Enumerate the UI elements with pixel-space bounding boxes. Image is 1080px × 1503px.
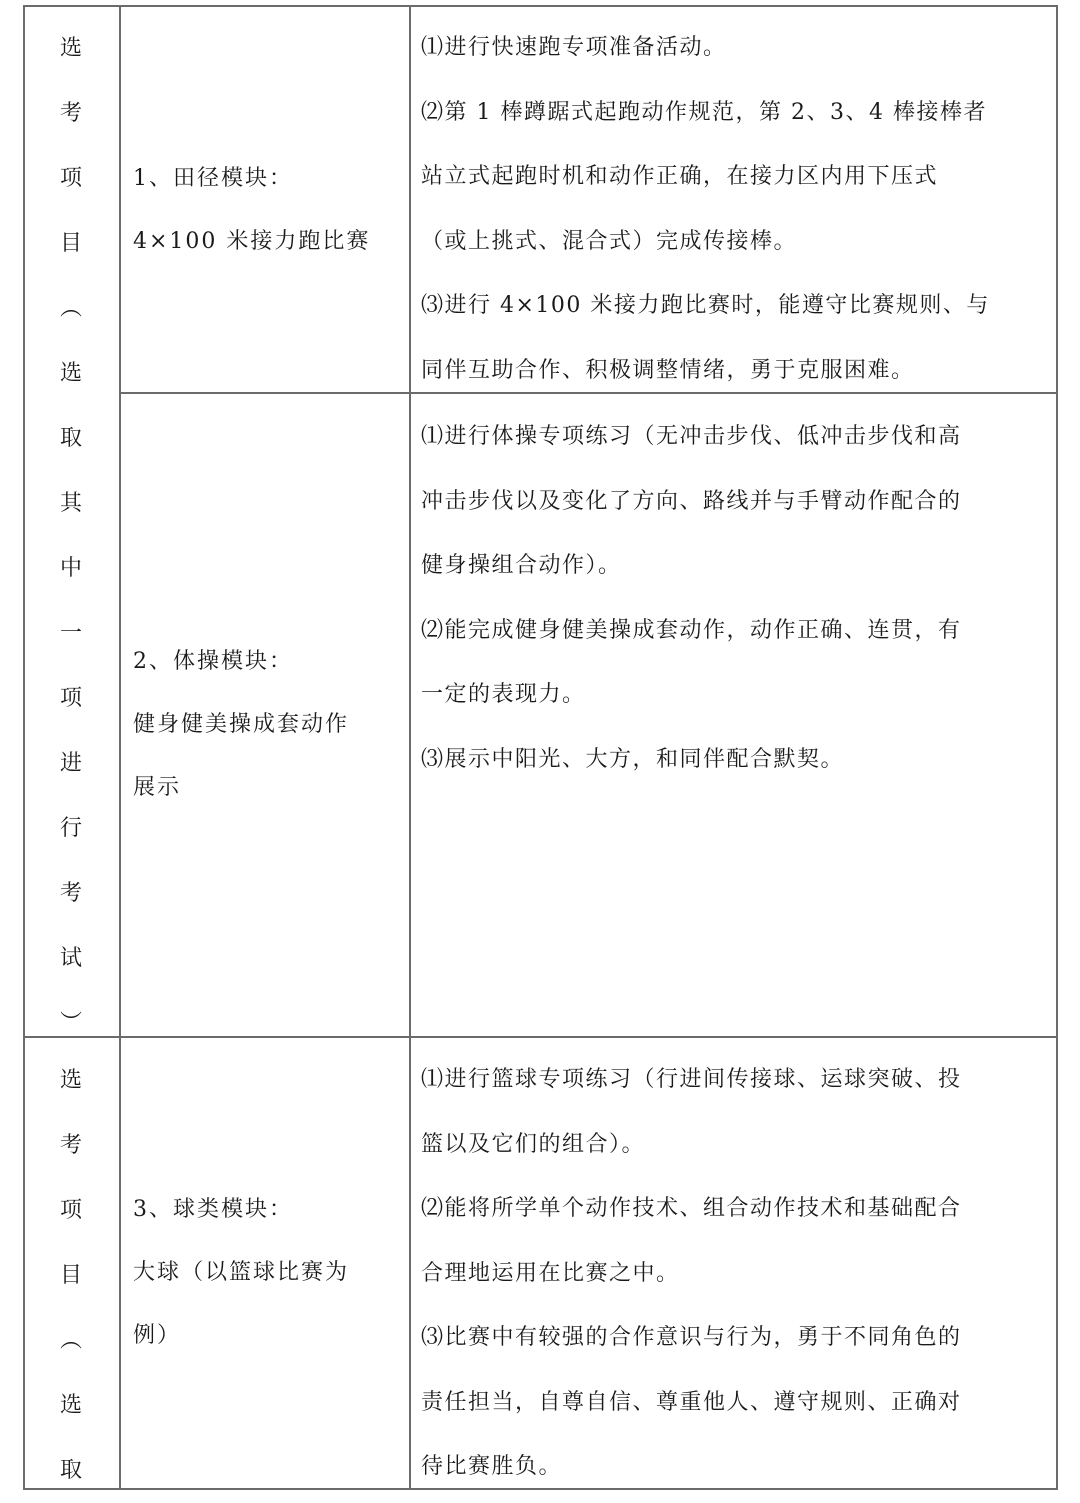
col-divider-2: [409, 5, 411, 1490]
desc-line: 篮以及它们的组合）。: [421, 1131, 646, 1157]
desc-line: 健身操组合动作）。: [421, 553, 622, 578]
module-subtitle: 大球（以篮球比赛为: [133, 1260, 350, 1285]
desc-line: ⑵能将所学单个动作技术、组合动作技术和基础配合: [421, 1196, 962, 1221]
col-divider-1: [119, 5, 121, 1490]
category-char: 试: [59, 946, 82, 971]
section-divider: [23, 1036, 1058, 1038]
category-char: 目: [59, 1263, 82, 1288]
category-char: 项: [59, 686, 82, 711]
desc-line: 同伴互助合作、积极调整情绪，勇于克服困难。: [421, 357, 915, 383]
table-border-left: [23, 5, 25, 1490]
module-title: 1、田径模块：: [133, 166, 293, 191]
category-char: ︵: [59, 296, 82, 321]
module-cell-track: [133, 147, 403, 273]
module-title: 2、体操模块：: [133, 649, 293, 674]
category-char: 项: [59, 1198, 82, 1223]
desc-line: 一定的表现力。: [421, 682, 586, 707]
desc-line: ⑶展示中阳光、大方，和同伴配合默契。: [421, 746, 845, 772]
desc-line: ⑵第 1 棒蹲踞式起跑动作规范，第 2、3、4 棒接棒者: [421, 99, 987, 125]
desc-line: 责任担当，自尊自信、尊重他人、遵守规则、正确对: [421, 1389, 962, 1415]
desc-line: ⑴进行体操专项练习（无冲击步伐、低冲击步伐和高: [421, 424, 962, 449]
desc-line: 站立式起跑时机和动作正确，在接力区内用下压式: [421, 164, 939, 189]
desc-line: ⑵能完成健身健美操成套动作，动作正确、连贯，有: [421, 617, 962, 643]
module-cell-gymnastics: [133, 630, 403, 819]
desc-cell-ball: [421, 1048, 1051, 1500]
desc-cell-track: [421, 16, 1051, 403]
module-title: 3、球类模块：: [133, 1197, 293, 1222]
table-border-right: [1056, 5, 1058, 1490]
table-border-top: [23, 5, 1058, 7]
category-char: 项: [59, 166, 82, 191]
category-char: 取: [59, 1458, 82, 1483]
desc-line: 冲击步伐以及变化了方向、路线并与手臂动作配合的: [421, 488, 962, 514]
desc-line: 待比赛胜负。: [421, 1454, 563, 1479]
desc-line: ⑴进行篮球专项练习（行进间传接球、运球突破、投: [421, 1067, 962, 1092]
module-subtitle: 健身健美操成套动作: [133, 712, 350, 737]
module-subtitle: 4×100 米接力跑比赛: [133, 229, 371, 254]
category-cell-1: [51, 16, 91, 1056]
desc-line: （或上挑式、混合式）完成传接棒。: [421, 228, 798, 254]
category-char: 选: [59, 1068, 82, 1093]
desc-cell-gymnastics: [421, 405, 1051, 792]
category-char: 考: [59, 1133, 82, 1158]
category-char: ︶: [59, 1011, 82, 1036]
desc-line: ⑶比赛中有较强的合作意识与行为，勇于不同角色的: [421, 1325, 962, 1350]
category-char: ︵: [59, 1328, 82, 1353]
category-char: 选: [59, 36, 82, 61]
category-char: 中: [59, 556, 82, 581]
category-char: 选: [59, 361, 82, 386]
category-char: 选: [59, 1393, 82, 1418]
category-char: 其: [59, 491, 82, 516]
category-char: 目: [59, 231, 82, 256]
desc-line: ⑴进行快速跑专项准备活动。: [421, 35, 727, 60]
desc-line: ⑶进行 4×100 米接力跑比赛时，能遵守比赛规则、与: [421, 293, 990, 318]
category-char: 行: [59, 816, 82, 841]
category-char: 考: [59, 101, 82, 126]
desc-line: 合理地运用在比赛之中。: [421, 1260, 680, 1286]
module-subtitle: 例）: [133, 1323, 182, 1348]
category-cell-2: [51, 1048, 91, 1503]
category-char: 考: [59, 881, 82, 906]
category-char: 一: [59, 621, 82, 646]
category-char: 取: [59, 426, 82, 451]
module-cell-ball: [133, 1178, 403, 1367]
category-char: 进: [59, 751, 82, 776]
module-subtitle: 展示: [133, 775, 182, 800]
